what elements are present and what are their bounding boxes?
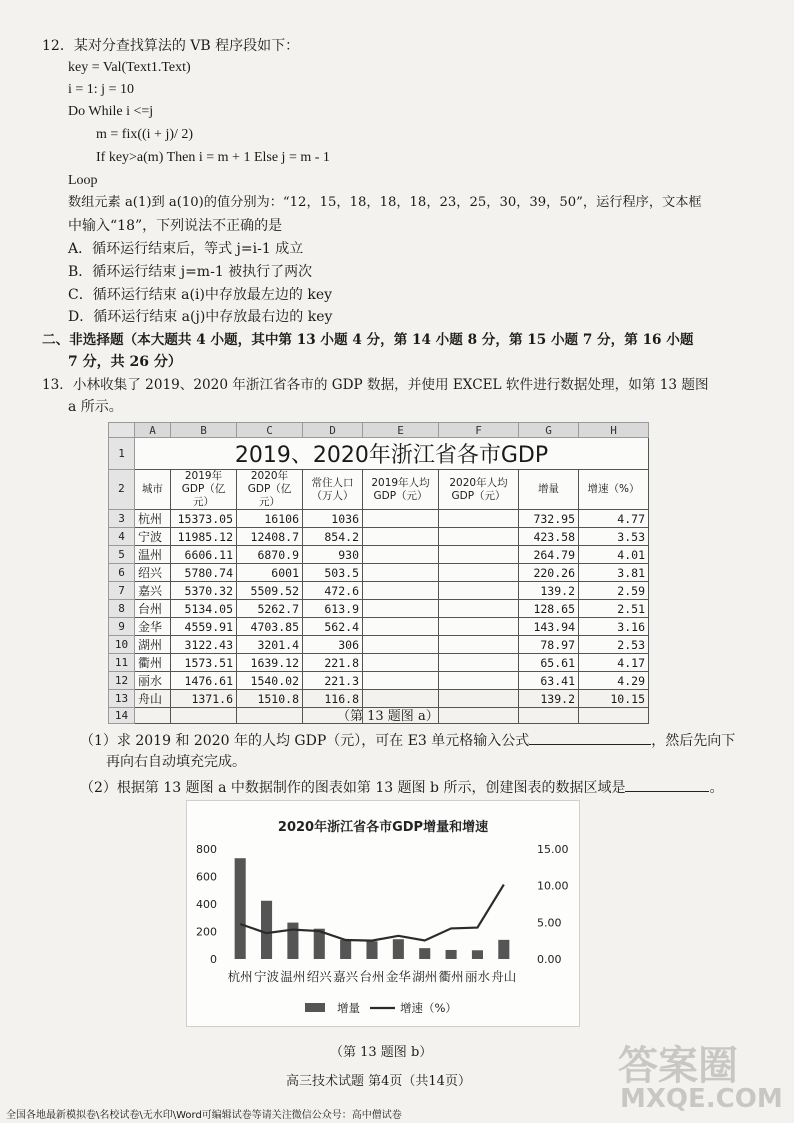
left-tick-label: 800 <box>196 843 217 856</box>
table-row <box>109 600 649 618</box>
bar-丽水 <box>472 950 483 959</box>
data-cell: 1573.51 <box>171 654 237 672</box>
city-cell: 嘉兴 <box>135 582 171 600</box>
data-cell: 1371.6 <box>171 690 237 708</box>
data-cell: 3122.43 <box>171 636 237 654</box>
sheet-title: 2019、2020年浙江省各市GDP <box>135 438 649 470</box>
q13-sub1-a <box>80 730 735 751</box>
chart-title: 2020年浙江省各市GDP增量和增速 <box>277 820 489 835</box>
table-row <box>109 672 649 690</box>
table-row <box>109 636 649 654</box>
column-letter-G: G <box>519 423 579 438</box>
bar-杭州 <box>235 858 246 959</box>
city-cell: 衢州 <box>135 654 171 672</box>
category-label: 嘉兴 <box>333 969 359 984</box>
q13-sub1-text-b: ，然后先向下 <box>651 733 736 749</box>
empty-cell <box>237 708 303 724</box>
data-cell: 65.61 <box>519 654 579 672</box>
data-cell: 264.79 <box>519 546 579 564</box>
empty-cell <box>439 708 519 724</box>
row-number: 2 <box>109 470 135 510</box>
table-row <box>109 582 649 600</box>
chart-container <box>186 800 580 1027</box>
header-cell: 常住人口（万人） <box>303 470 363 510</box>
right-tick-label: 10.00 <box>537 879 569 893</box>
data-cell: 4.01 <box>579 546 649 564</box>
row-number: 10 <box>109 636 135 654</box>
row-number: 11 <box>109 654 135 672</box>
data-cell: 3201.4 <box>237 636 303 654</box>
empty-cell <box>579 708 649 724</box>
bar-宁波 <box>261 901 272 959</box>
city-cell: 金华 <box>135 618 171 636</box>
row-number: 8 <box>109 600 135 618</box>
data-cell: 613.9 <box>303 600 363 618</box>
left-tick-label: 0 <box>210 953 217 966</box>
table-row <box>109 690 649 708</box>
sheet-title-row <box>109 438 649 470</box>
left-tick-label: 200 <box>196 925 217 939</box>
data-cell: 423.58 <box>519 528 579 546</box>
city-cell: 舟山 <box>135 690 171 708</box>
data-cell <box>363 672 439 690</box>
sheet-header-row <box>109 470 649 510</box>
left-tick-label: 400 <box>196 898 217 911</box>
q13-stem-2: a 所示。 <box>68 399 123 415</box>
data-cell <box>363 582 439 600</box>
row-number: 7 <box>109 582 135 600</box>
data-cell: 139.2 <box>519 690 579 708</box>
category-label: 宁波 <box>254 969 280 984</box>
data-cell: 5509.52 <box>237 582 303 600</box>
data-cell: 4559.91 <box>171 618 237 636</box>
header-cell: 城市 <box>135 470 171 510</box>
city-cell: 绍兴 <box>135 564 171 582</box>
category-label: 衢州 <box>438 969 464 984</box>
city-cell: 温州 <box>135 546 171 564</box>
category-label: 杭州 <box>227 969 253 984</box>
category-label: 台州 <box>359 969 385 984</box>
code-line-4: m = fix((i + j)/ 2) <box>96 127 194 142</box>
code-line-6: Loop <box>68 173 98 188</box>
data-cell: 15373.05 <box>171 510 237 528</box>
header-cell: 2019年人均GDP（元） <box>363 470 439 510</box>
bar-台州 <box>366 941 377 959</box>
table-row <box>109 510 649 528</box>
data-cell <box>363 600 439 618</box>
city-cell: 湖州 <box>135 636 171 654</box>
q12-desc-1: 数组元素 a(1)到 a(10)的值分别为：“12，15，18，18，18，23，25，30，39，50”，运行程序，文本框 <box>68 195 702 210</box>
data-cell: 12408.7 <box>237 528 303 546</box>
data-cell: 10.15 <box>579 690 649 708</box>
data-cell: 3.53 <box>579 528 649 546</box>
data-cell: 5134.05 <box>171 600 237 618</box>
data-cell <box>363 528 439 546</box>
line-growth-rate <box>240 885 504 941</box>
table-row <box>109 564 649 582</box>
q13-sub1-text: （1）求 2019 和 2020 年的人均 GDP（元），可在 E3 单元格输入公式 <box>80 733 530 749</box>
bar-湖州 <box>419 948 430 959</box>
city-cell: 宁波 <box>135 528 171 546</box>
table-row <box>109 528 649 546</box>
data-cell <box>363 618 439 636</box>
chart-svg <box>187 801 579 1026</box>
data-cell <box>439 654 519 672</box>
data-cell <box>363 564 439 582</box>
data-cell <box>439 672 519 690</box>
row-number: 12 <box>109 672 135 690</box>
row-number: 14 <box>109 708 135 724</box>
code-line-5: If key>a(m) Then i = m + 1 Else j = m - 1 <box>96 150 330 165</box>
empty-cell <box>135 708 171 724</box>
data-cell <box>439 564 519 582</box>
q13-sub2 <box>80 777 723 798</box>
row-number: 13 <box>109 690 135 708</box>
data-cell: 6001 <box>237 564 303 582</box>
header-cell: 增量 <box>519 470 579 510</box>
data-cell: 116.8 <box>303 690 363 708</box>
data-cell: 78.97 <box>519 636 579 654</box>
fig-b-caption: （第 13 题图 b） <box>330 1045 433 1060</box>
code-line-3: Do While i <=j <box>68 104 154 119</box>
empty-cell <box>171 708 237 724</box>
category-label: 金华 <box>385 969 411 984</box>
table-row <box>109 546 649 564</box>
city-cell: 台州 <box>135 600 171 618</box>
city-cell: 丽水 <box>135 672 171 690</box>
column-letter-D: D <box>303 423 363 438</box>
data-cell: 2.59 <box>579 582 649 600</box>
empty-cell <box>519 708 579 724</box>
data-cell: 732.95 <box>519 510 579 528</box>
bar-金华 <box>393 939 404 959</box>
header-cell: 增速（%） <box>579 470 649 510</box>
section-2-header-cont: 7 分，共 26 分） <box>68 354 182 370</box>
column-header-row <box>109 423 649 438</box>
data-cell: 1036 <box>303 510 363 528</box>
data-cell: 220.26 <box>519 564 579 582</box>
fig-a-caption: （第 13 题图 a） <box>337 709 439 724</box>
data-cell: 4.29 <box>579 672 649 690</box>
data-cell <box>363 546 439 564</box>
data-cell: 4.17 <box>579 654 649 672</box>
data-cell: 128.65 <box>519 600 579 618</box>
column-letter-C: C <box>237 423 303 438</box>
data-cell <box>439 528 519 546</box>
data-cell <box>439 546 519 564</box>
column-letter-A: A <box>135 423 171 438</box>
code-line-1: key = Val(Text1.Text) <box>68 60 191 75</box>
data-cell: 11985.12 <box>171 528 237 546</box>
data-cell: 5262.7 <box>237 600 303 618</box>
data-cell: 6870.9 <box>237 546 303 564</box>
data-cell: 3.81 <box>579 564 649 582</box>
column-letter-E: E <box>363 423 439 438</box>
data-cell: 6606.11 <box>171 546 237 564</box>
data-cell: 4.77 <box>579 510 649 528</box>
data-cell: 3.16 <box>579 618 649 636</box>
answer-blank-2[interactable] <box>625 777 709 792</box>
category-label: 温州 <box>280 969 306 984</box>
code-line-2: i = 1: j = 10 <box>68 82 134 97</box>
city-cell: 杭州 <box>135 510 171 528</box>
data-cell <box>363 510 439 528</box>
row-number: 4 <box>109 528 135 546</box>
q12-option-a: A．循环运行结束后，等式 j=i-1 成立 <box>68 241 304 257</box>
data-cell: 2.53 <box>579 636 649 654</box>
row-number: 5 <box>109 546 135 564</box>
data-cell: 16106 <box>237 510 303 528</box>
q12-option-b: B．循环运行结束 j=m-1 被执行了两次 <box>68 264 313 280</box>
section-2-header: 二、非选择题（本大题共 4 小题，其中第 13 小题 4 分，第 14 小题 8 分，第 15 小题 7 分，第 16 小题 <box>42 332 694 348</box>
data-cell: 2.51 <box>579 600 649 618</box>
legend-line-label: 增速（%） <box>400 1001 457 1015</box>
data-cell: 4703.85 <box>237 618 303 636</box>
q13-sub1-line2: 再向右自动填充完成。 <box>106 754 246 770</box>
data-cell: 562.4 <box>303 618 363 636</box>
data-cell <box>363 690 439 708</box>
footer-note: 全国各地最新模拟卷\名校试卷\无水印\Word可编辑试卷等请关注微信公众号：高中僧试卷 <box>6 1110 402 1121</box>
data-cell: 930 <box>303 546 363 564</box>
category-label: 丽水 <box>464 969 490 984</box>
logo-domain: MXQE.COM <box>620 1084 783 1114</box>
bar-嘉兴 <box>340 940 351 959</box>
q12-option-c: C．循环运行结束 a(i)中存放最左边的 key <box>68 287 333 303</box>
q12-desc-2: 中输入“18”，下列说法不正确的是 <box>68 218 283 234</box>
data-cell: 854.2 <box>303 528 363 546</box>
q12-stem: 12．某对分查找算法的 VB 程序段如下： <box>42 38 300 54</box>
data-cell: 5780.74 <box>171 564 237 582</box>
page-footer: 高三技术试题 第4页（共14页） <box>286 1074 471 1089</box>
header-cell: 2020年人均GDP（元） <box>439 470 519 510</box>
data-cell <box>439 510 519 528</box>
data-cell <box>439 690 519 708</box>
table-row <box>109 654 649 672</box>
row-number: 6 <box>109 564 135 582</box>
header-cell: 2019年GDP（亿元） <box>171 470 237 510</box>
column-letter-H: H <box>579 423 649 438</box>
data-cell: 306 <box>303 636 363 654</box>
column-letter-F: F <box>439 423 519 438</box>
header-cell: 2020年GDP（亿元） <box>237 470 303 510</box>
data-cell: 5370.32 <box>171 582 237 600</box>
category-label: 湖州 <box>412 969 438 984</box>
data-cell: 503.5 <box>303 564 363 582</box>
right-tick-label: 5.00 <box>537 916 562 930</box>
spreadsheet-table <box>108 422 649 724</box>
data-cell: 63.41 <box>519 672 579 690</box>
data-cell <box>439 636 519 654</box>
q13-sub2-text: （2）根据第 13 题图 a 中数据制作的图表如第 13 题图 b 所示，创建图表的数据区域是 <box>80 780 626 796</box>
bar-衢州 <box>446 950 457 959</box>
answer-blank-1[interactable] <box>529 730 651 745</box>
data-cell: 139.2 <box>519 582 579 600</box>
q12-option-d: D．循环运行结束 a(j)中存放最右边的 key <box>68 309 333 325</box>
column-letter-B: B <box>171 423 237 438</box>
right-tick-label: 15.00 <box>537 843 569 856</box>
row-number: 9 <box>109 618 135 636</box>
data-cell <box>439 600 519 618</box>
legend-bar-label: 增量 <box>337 1001 360 1015</box>
q13-sub2-end: 。 <box>709 780 724 796</box>
data-cell: 143.94 <box>519 618 579 636</box>
data-cell: 472.6 <box>303 582 363 600</box>
data-cell: 1639.12 <box>237 654 303 672</box>
logo-text: 答案圈 <box>618 1043 738 1089</box>
bar-温州 <box>287 923 298 959</box>
row-number: 1 <box>109 438 135 470</box>
data-cell: 1540.02 <box>237 672 303 690</box>
legend-bar-swatch <box>305 1003 325 1012</box>
data-cell: 221.3 <box>303 672 363 690</box>
bar-舟山 <box>498 940 509 959</box>
data-cell <box>439 618 519 636</box>
data-cell <box>363 636 439 654</box>
data-cell: 1510.8 <box>237 690 303 708</box>
row-number: 3 <box>109 510 135 528</box>
q13-stem-1: 13．小林收集了 2019、2020 年浙江省各市的 GDP 数据，并使用 EXCEL 软件进行数据处理，如第 13 题图 <box>42 377 709 393</box>
data-cell <box>439 582 519 600</box>
category-label: 绍兴 <box>306 969 332 984</box>
left-tick-label: 600 <box>196 870 217 884</box>
data-cell <box>363 654 439 672</box>
corner-cell <box>109 423 135 438</box>
table-row <box>109 618 649 636</box>
category-label: 舟山 <box>491 969 517 984</box>
data-cell: 1476.61 <box>171 672 237 690</box>
data-cell: 221.8 <box>303 654 363 672</box>
right-tick-label: 0.00 <box>537 953 562 966</box>
